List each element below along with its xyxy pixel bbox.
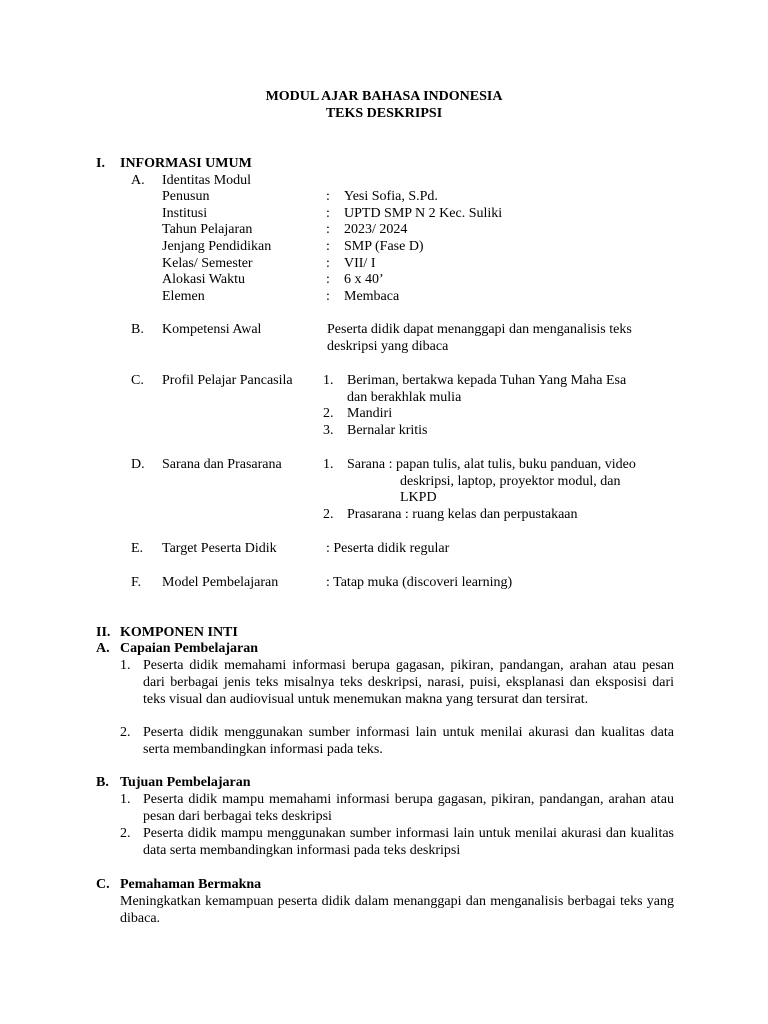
identity-colon: : bbox=[326, 289, 330, 304]
identity-colon: : bbox=[326, 256, 330, 271]
meaningful-understanding-text: Meningkatkan kemampuan peserta didik dalam menanggapi dan menganalisis berbagai teks yang dibaca. bbox=[120, 894, 674, 926]
identity-label: Elemen bbox=[162, 289, 205, 304]
learning-model-value: : Tatap muka (discoveri learning) bbox=[326, 575, 513, 590]
profile-item-number: 1. bbox=[323, 373, 334, 388]
initial-competence-label: Kompetensi Awal bbox=[162, 322, 262, 337]
objective-item-number: 1. bbox=[120, 792, 131, 807]
profile-item-number: 2. bbox=[323, 406, 334, 421]
facilities-item-text: Prasarana : ruang kelas dan perpustakaan bbox=[347, 507, 578, 522]
identity-heading: Identitas Modul bbox=[162, 173, 252, 188]
section2-number: II. bbox=[96, 625, 111, 640]
objective-item-text: Peserta didik mampu memahami informasi berupa gagasan, pikiran, pandangan, arahan atau pesan dari berbagai teks deskripsi bbox=[143, 792, 674, 824]
identity-colon: : bbox=[326, 206, 330, 221]
facilities-item-text: deskripsi, laptop, proyektor modul, dan bbox=[400, 474, 621, 489]
identity-colon: : bbox=[326, 189, 330, 204]
learning-outcomes-letter: A. bbox=[96, 641, 110, 656]
target-students-label: Target Peserta Didik bbox=[162, 541, 277, 556]
outcome-item-number: 1. bbox=[120, 658, 131, 673]
objective-item-number: 2. bbox=[120, 826, 131, 841]
student-profile-label: Profil Pelajar Pancasila bbox=[162, 373, 293, 388]
subsection-d-letter: D. bbox=[131, 457, 145, 472]
document-subtitle: TEKS DESKRIPSI bbox=[325, 106, 443, 121]
initial-competence-text: Peserta didik dapat menanggapi dan menganalisis teks bbox=[327, 322, 632, 337]
meaningful-understanding-heading: Pemahaman Bermakna bbox=[120, 877, 262, 892]
facilities-item-number: 1. bbox=[323, 457, 334, 472]
outcome-item-text: Peserta didik menggunakan sumber informasi lain untuk menilai akurasi dan kualitas data serta membandingkan informasi pada teks. bbox=[143, 725, 674, 757]
target-students-value: : Peserta didik regular bbox=[326, 541, 450, 556]
identity-label: Kelas/ Semester bbox=[162, 256, 253, 271]
identity-value: 2023/ 2024 bbox=[344, 222, 408, 237]
subsection-f-letter: F. bbox=[131, 575, 142, 590]
meaningful-understanding-letter: C. bbox=[96, 877, 110, 892]
identity-label: Jenjang Pendidikan bbox=[162, 239, 272, 254]
identity-value: Membaca bbox=[344, 289, 400, 304]
subsection-c-letter: C. bbox=[131, 373, 144, 388]
identity-value: 6 x 40’ bbox=[344, 272, 384, 287]
identity-colon: : bbox=[326, 272, 330, 287]
objective-item-text: Peserta didik mampu menggunakan sumber informasi lain untuk menilai akurasi dan kualitas data serta membandingkan informasi pada teks deskripsi bbox=[143, 826, 674, 858]
subsection-b-letter: B. bbox=[131, 322, 144, 337]
identity-value: UPTD SMP N 2 Kec. Suliki bbox=[344, 206, 503, 221]
learning-objectives-heading: Tujuan Pembelajaran bbox=[120, 775, 251, 790]
profile-item-text: Bernalar kritis bbox=[347, 423, 428, 438]
facilities-item-text: Sarana : papan tulis, alat tulis, buku panduan, video bbox=[347, 457, 636, 472]
identity-label: Institusi bbox=[162, 206, 208, 221]
identity-colon: : bbox=[326, 239, 330, 254]
section1-heading: INFORMASI UMUM bbox=[120, 156, 252, 171]
profile-item-text: Beriman, bertakwa kepada Tuhan Yang Maha Esa bbox=[347, 373, 627, 388]
facilities-label: Sarana dan Prasarana bbox=[162, 457, 282, 472]
profile-item-text: dan berakhlak mulia bbox=[347, 390, 462, 405]
outcome-item-text: Peserta didik memahami informasi berupa gagasan, pikiran, pandangan, arahan atau pesan dari berbagai jenis teks misalnya teks deskripsi, narasi, puisi, eksplanasi dan eksposisi dari teks visual dan audiovisual untuk menemukan makna yang tersurat dan tersirat. bbox=[143, 658, 674, 707]
outcome-item-number: 2. bbox=[120, 725, 131, 740]
section2-heading: KOMPONEN INTI bbox=[120, 625, 238, 640]
initial-competence-text: deskripsi yang dibaca bbox=[327, 339, 449, 354]
document-title: MODUL AJAR BAHASA INDONESIA bbox=[265, 89, 503, 104]
subsection-a-letter: A. bbox=[131, 173, 145, 188]
profile-item-text: Mandiri bbox=[347, 406, 393, 421]
learning-objectives-letter: B. bbox=[96, 775, 109, 790]
subsection-e-letter: E. bbox=[131, 541, 144, 556]
identity-value: Yesi Sofia, S.Pd. bbox=[344, 189, 438, 204]
identity-label: Penusun bbox=[162, 189, 210, 204]
identity-label: Alokasi Waktu bbox=[162, 272, 245, 287]
learning-outcomes-heading: Capaian Pembelajaran bbox=[120, 641, 259, 656]
identity-value: SMP (Fase D) bbox=[344, 239, 424, 254]
learning-model-label: Model Pembelajaran bbox=[162, 575, 279, 590]
profile-item-number: 3. bbox=[323, 423, 334, 438]
section1-number: I. bbox=[96, 156, 105, 171]
identity-value: VII/ I bbox=[344, 256, 376, 271]
facilities-item-number: 2. bbox=[323, 507, 334, 522]
facilities-item-text: LKPD bbox=[400, 490, 437, 505]
identity-colon: : bbox=[326, 222, 330, 237]
identity-label: Tahun Pelajaran bbox=[162, 222, 253, 237]
